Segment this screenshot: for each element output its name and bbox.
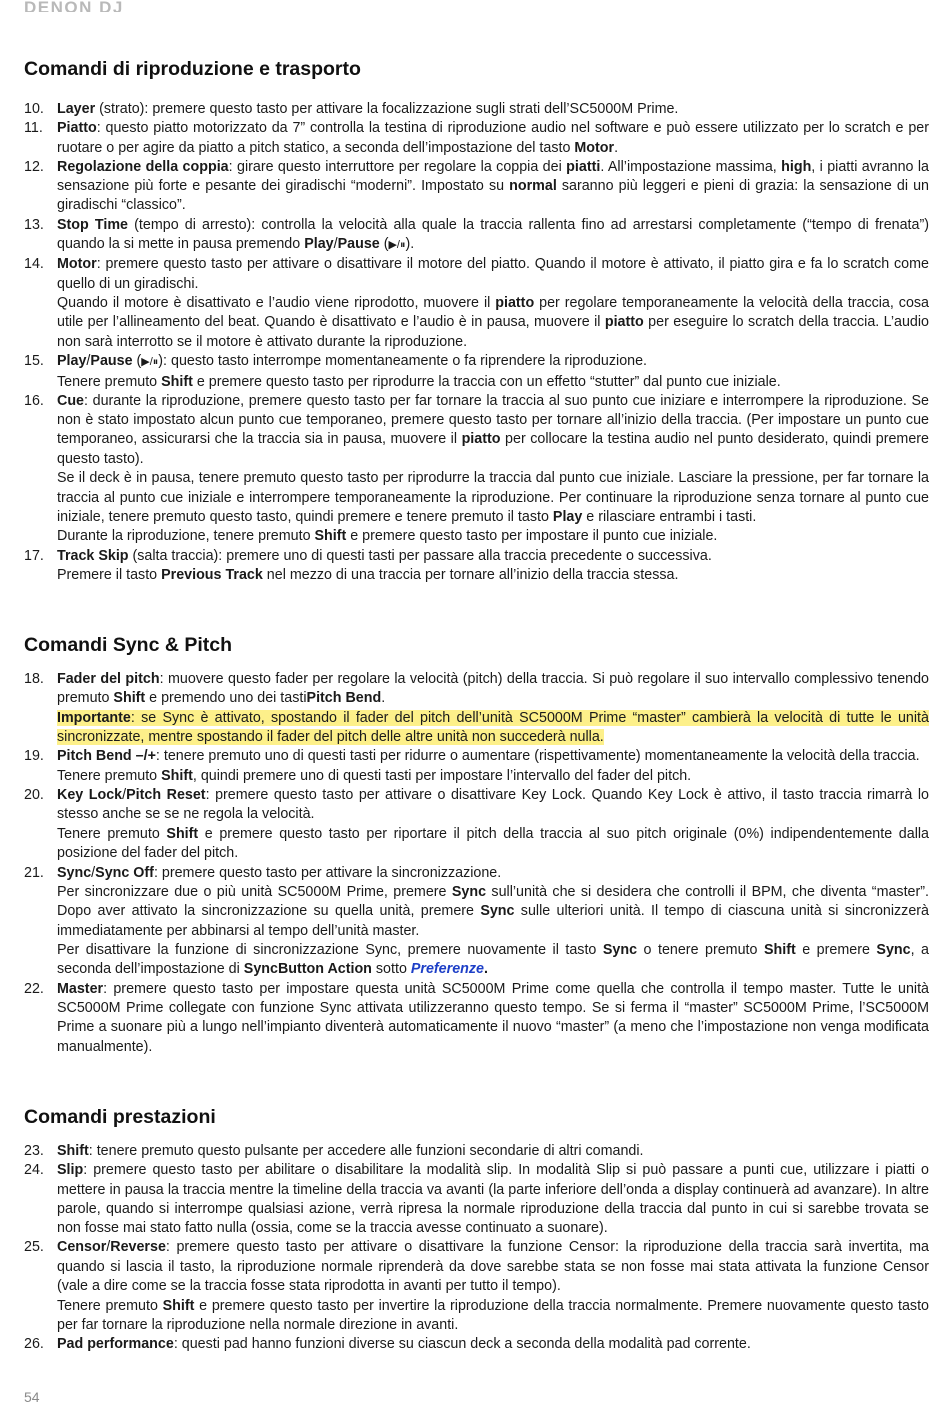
- paragraph: Tenere premuto Shift e premere questo tasto per riprodurre la traccia con un effetto “stutter” dal punto cue iniziale.: [57, 373, 781, 390]
- list-item-number: 16.: [24, 392, 44, 409]
- bold-term: high: [781, 158, 812, 175]
- paragraph: [57, 709, 929, 748]
- paragraph: Tenere premuto Shift e premere questo tasto per riportare il pitch della traccia al suo pitch originale (0%) indipendentemente dalla posizione del fader del pitch.: [57, 825, 929, 862]
- bold-term: Sync: [451, 884, 487, 901]
- list-item: [24, 158, 929, 216]
- bold-term: Shift: [162, 1297, 195, 1314]
- bold-term: Pitch Bend –/+: [57, 748, 156, 765]
- bold-term: Shift: [763, 942, 796, 959]
- list-item: [24, 670, 929, 747]
- denon-dj-logo: [24, 0, 159, 12]
- list-item: [24, 392, 929, 547]
- bold-term: Sync: [602, 942, 638, 959]
- list-item-number: 17.: [24, 547, 44, 564]
- list-item-number: 13.: [24, 216, 44, 233]
- list-item-number: 21.: [24, 864, 44, 881]
- list-item: [24, 216, 929, 256]
- paragraph: Shift: tenere premuto questo pulsante per accedere alle funzioni secondarie di altri comandi.: [57, 1143, 644, 1159]
- list-item-number: 24.: [24, 1162, 44, 1179]
- bold-term: Pitch Reset: [126, 787, 206, 804]
- list-item: [24, 255, 929, 352]
- list-item: [24, 1142, 929, 1161]
- bold-term: Shift: [113, 690, 146, 707]
- bold-term: Censor: [57, 1239, 107, 1256]
- paragraph: Se il deck è in pausa, tenere premuto questo tasto per riprodurre la traccia dal punto cue iniziale. Lasciare la pressione, per far tornare la traccia al punto cue iniziale e interrompere temporaneamente la riproduzione. Per continuare la riproduzione senza tornare al punto cue iniziale, tenere premuto questo tasto, quindi premere e tenere premuto il tasto Play e rilasciare entrambi i tasti.: [57, 470, 929, 525]
- bold-term: Fader del pitch: [57, 671, 160, 687]
- bold-term: Play: [552, 508, 583, 525]
- list-item-number: 25.: [24, 1239, 44, 1256]
- denon-dj-logo-mark: [24, 0, 159, 12]
- paragraph: Quando il motore è disattivato e l’audio viene riprodotto, muovere il piatto per regolare temporaneamente la velocità della traccia, cosa utile per l’allineamento del beat. Quando è disattivato e l’audio è in pausa, muovere il piatto per eseguire lo scratch della traccia. L’audio non sarà interrotto se il motore è attivato durante la riproduzione.: [57, 295, 929, 350]
- important-note-highlight: Importante: se Sync è attivato, spostando il fader del pitch dell’unità SC5000M Prime “master” cambierà la velocità di tutte le unità sincronizzate, mentre spostando il fader del pitch delle altre unità non succederà nulla.: [57, 709, 929, 746]
- bold-term: Sync: [876, 942, 911, 959]
- paragraph: Key Lock/Pitch Reset: premere questo tasto per attivare o disattivare Key Lock. Quando Key Lock è attivo, il tasto traccia rimarrà lo stesso anche se se ne regola la velocità.: [57, 787, 929, 823]
- bold-term: piatti: [566, 158, 601, 175]
- paragraph: Piatto: questo piatto motorizzato da 7” controlla la testina di riproduzione audio nel software e può essere utilizzato per lo scratch e per ruotare o per agire da piatto a pitch statico, a seconda dell’impostazione del tasto Motor.: [57, 120, 929, 156]
- list-item-number: 26.: [24, 1336, 44, 1353]
- list-item-number: 11.: [24, 120, 43, 137]
- bold-term: Master: [57, 980, 104, 997]
- bold-term: piatto: [604, 314, 644, 331]
- paragraph: Regolazione della coppia: girare questo interruttore per regolare la coppia dei piatti. All’impostazione massima, high, i piatti avranno la sensazione più forte e pesante dei giradischi “moderni”. Impostato su normal saranno più leggeri e pieni di grazia: la sensazione di un giradischi “classico”.: [57, 158, 929, 214]
- numbered-list: [24, 100, 929, 585]
- list-item-number: 14.: [24, 256, 44, 273]
- bold-term: Slip: [57, 1162, 84, 1179]
- list-item: [24, 547, 929, 586]
- paragraph: Layer (strato): premere questo tasto per attivare la focalizzazione sugli strati dell’SC5000M Prime.: [57, 101, 679, 117]
- bold-term: Key Lock: [57, 787, 123, 804]
- section-heading: Comandi prestazioni: [24, 1106, 216, 1128]
- bold-term: Pause: [90, 353, 133, 370]
- list-item: [24, 1161, 929, 1238]
- numbered-list: [24, 1142, 929, 1354]
- list-item-number: 22.: [24, 980, 44, 997]
- bold-term: Shift: [161, 767, 193, 784]
- paragraph: Per disattivare la funzione di sincronizzazione Sync, premere nuovamente il tasto Sync o tenere premuto Shift e premere Sync, a seconda dell’impostazione di SyncButton Action sotto Preferenze.: [57, 942, 929, 978]
- list-item-number: 12.: [24, 158, 44, 175]
- paragraph: Fader del pitch: muovere questo fader per regolare la velocità (pitch) della traccia. Si può regolare il suo intervallo complessivo tenendo premuto Shift e premendo uno dei tastiPitch Bend.: [57, 671, 929, 707]
- bold-term: Piatto: [57, 120, 97, 137]
- paragraph: Play/Pause (▶/⏸): questo tasto interrompe momentaneamente o fa riprendere la riproduzione.: [57, 353, 648, 370]
- bold-term: Layer: [57, 101, 96, 117]
- paragraph: Censor/Reverse: premere questo tasto per attivare o disattivare la funzione Censor: la riproduzione della traccia sarà invertita, ma quando si lascia il tasto, la riproduzione normale riprenderà da dove sarebbe stata se non fosse mai stata attivata la funzione Censor (vale a dire come se la traccia fosse stata riprodotta in avanti per tutto il tempo).: [57, 1239, 929, 1295]
- bold-term: Shift: [314, 528, 347, 545]
- bold-term: Play: [57, 353, 87, 370]
- bold-term: Shift: [57, 1143, 89, 1159]
- list-item-number: 19.: [24, 748, 44, 765]
- section-heading: Comandi Sync & Pitch: [24, 634, 233, 656]
- paragraph: Slip: premere questo tasto per abilitare o disabilitare la modalità slip. In modalità Slip si può passare a punti cue, utilizzare i piatti o mettere in pausa la traccia mentre la timeline della traccia va avanti (la parte inferiore dell’onda a display continuerà ad avanzare). In altre parole, quando si interrompe qualsiasi azione, verrà ripresa la normale riproduzione della traccia dal punto in cui si sarebbe trovata se non fosse mai stato fatto nulla (ossia, come se la traccia avesse continuato a suonare).: [57, 1162, 929, 1237]
- paragraph: Per sincronizzare due o più unità SC5000M Prime, premere Sync sull’unità che si desidera che controlli il BPM, che diventa “master”. Dopo aver attivato la sincronizzazione su quella unità, premere Sync sulle ulteriori unità. Il tempo di ciascuna unità si sincronizzerà immediatamente per abbinarsi al tempo dell’unità master.: [57, 884, 929, 939]
- bold-term: Track Skip: [57, 547, 129, 564]
- paragraph: Stop Time (tempo di arresto): controlla la velocità alla quale la traccia rallenta fino ad arrestarsi completamente (“tempo di frenata”) quando la si mette in pausa premendo Play/Pause (▶/⏸).: [57, 216, 929, 253]
- bold-term: Importante: [57, 709, 131, 726]
- paragraph: Durante la riproduzione, tenere premuto Shift e premere questo tasto per impostare il punto cue iniziale.: [57, 528, 718, 545]
- list-item: [24, 864, 929, 980]
- list-item: [24, 1335, 929, 1354]
- paragraph: Motor: premere questo tasto per attivare o disattivare il motore del piatto. Quando il motore è attivato, il piatto gira e fa lo scratch come quello di un giradischi.: [57, 256, 929, 292]
- bold-term: Sync Off: [95, 864, 154, 881]
- paragraph: Sync/Sync Off: premere questo tasto per attivare la sincronizzazione.: [57, 864, 502, 881]
- list-item-number: 10.: [24, 101, 44, 117]
- list-item: [24, 352, 929, 392]
- paragraph: Cue: durante la riproduzione, premere questo tasto per far tornare la traccia al suo punto cue iniziare e interrompere la riproduzione. Se non è stato impostato alcun punto cue temporaneo, premere questo tasto per tornare all’inizio della traccia. (Per impostare un punto cue temporaneo, assicurarsi che la traccia sia in pausa, muovere il piatto per collocare la testina audio nel punto desiderato, quindi premere questo tasto).: [57, 392, 929, 467]
- paragraph: Pad performance: questi pad hanno funzioni diverse su ciascun deck a seconda della modalità pad corrente.: [57, 1336, 751, 1353]
- bold-term: Sync: [480, 903, 515, 920]
- bold-term: Pitch Bend: [306, 690, 382, 707]
- page-number: 54: [24, 1389, 40, 1405]
- list-item: [24, 119, 929, 158]
- paragraph: Tenere premuto Shift, quindi premere uno di questi tasti per impostare l’intervallo del fader del pitch.: [57, 767, 692, 784]
- numbered-list: [24, 670, 929, 1057]
- brand-text: DENON DJ: [24, 0, 124, 12]
- bold-term: Previous Track: [161, 567, 263, 584]
- bold-term: Cue: [57, 392, 85, 409]
- bold-term: SyncButton Action: [243, 961, 372, 978]
- bold-term: Sync: [57, 864, 92, 881]
- bold-term: normal: [509, 178, 557, 195]
- paragraph: Premere il tasto Previous Track nel mezzo di una traccia per tornare all’inizio della traccia stessa.: [57, 567, 679, 584]
- bold-term: .: [484, 961, 488, 978]
- bold-term: Reverse: [110, 1239, 166, 1256]
- list-item-number: 23.: [24, 1143, 44, 1159]
- bold-term: Pause: [337, 236, 380, 253]
- list-item: [24, 786, 929, 863]
- list-item: [24, 1238, 929, 1335]
- paragraph: Master: premere questo tasto per impostare questa unità SC5000M Prime come quella che controlla il tempo master. Tutte le unità SC5000M Prime collegate con funzione Sync attivata utilizzeranno questo tempo. Se si ferma il “master” SC5000M Prime, l’SC5000M Prime a suonare più a lungo nell’impianto diventerà automaticamente il nuovo “master” (a meno che l’impostazione non venga modificata manualmente).: [57, 980, 929, 1055]
- paragraph: Pitch Bend –/+: tenere premuto uno di questi tasti per ridurre o aumentare (rispettivamente) momentaneamente la velocità della traccia.: [57, 748, 920, 765]
- section-heading: Comandi di riproduzione e trasporto: [24, 58, 361, 80]
- bold-term: Pad performance: [57, 1336, 174, 1353]
- list-item-number: 15.: [24, 353, 44, 370]
- preferences-link[interactable]: Preferenze: [410, 961, 484, 978]
- list-item: [24, 980, 929, 1057]
- bold-term: piatto: [461, 431, 501, 448]
- list-item: [24, 100, 929, 119]
- bold-term: Shift: [161, 373, 193, 390]
- paragraph: Track Skip (salta traccia): premere uno di questi tasti per passare alla traccia precedente o successiva.: [57, 547, 712, 564]
- bold-term: Stop Time: [57, 216, 129, 233]
- play-pause-icon: ▶/⏸: [388, 239, 406, 252]
- paragraph: Tenere premuto Shift e premere questo tasto per invertire la riproduzione della traccia normalmente. Premere nuovamente questo tasto per far tornare la riproduzione nella normale direzione in avanti.: [57, 1297, 930, 1333]
- list-item-number: 18.: [24, 671, 44, 687]
- bold-term: Motor: [57, 256, 97, 273]
- bold-term: Motor: [574, 139, 615, 156]
- bold-term: piatto: [495, 295, 535, 312]
- list-item-number: 20.: [24, 787, 44, 804]
- bold-term: Regolazione della coppia: [57, 158, 229, 175]
- play-pause-icon: ▶/⏸: [141, 356, 159, 369]
- bold-term: Shift: [166, 825, 199, 842]
- bold-term: Play: [304, 236, 334, 253]
- list-item: [24, 747, 929, 786]
